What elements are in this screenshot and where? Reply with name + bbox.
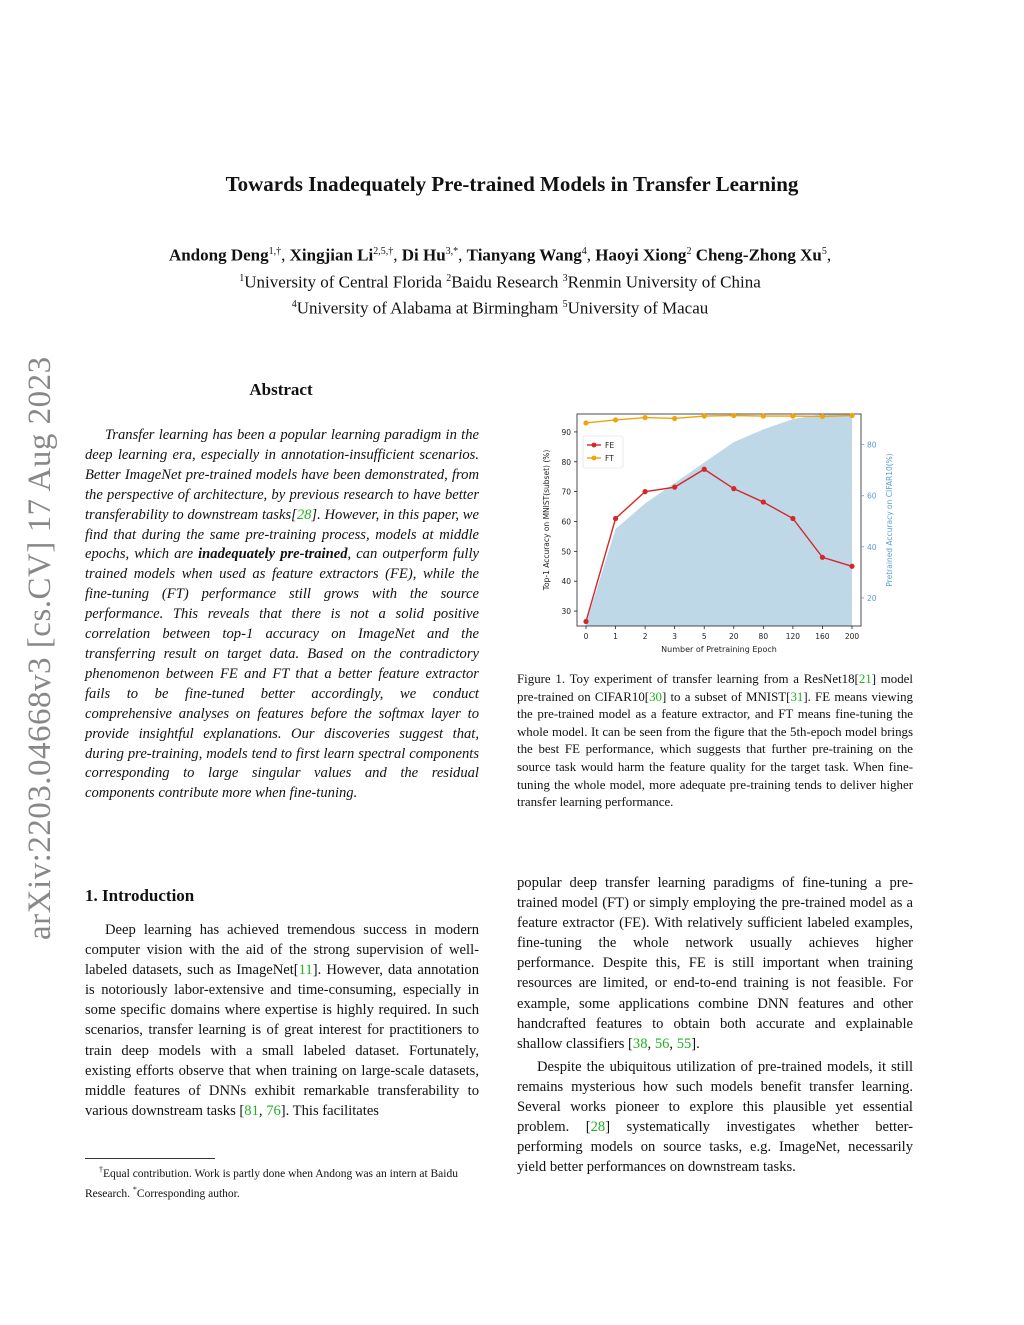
ft-data-point <box>849 413 854 418</box>
affiliation-mark: 1 <box>239 272 245 284</box>
legend-label: FE <box>605 441 615 450</box>
citation-link[interactable]: 76 <box>266 1102 281 1119</box>
affiliation-mark: 2 <box>446 272 452 284</box>
abstract-heading: Abstract <box>249 380 313 399</box>
citation-link[interactable]: 30 <box>649 689 662 704</box>
fe-data-point <box>849 564 854 569</box>
introduction-text: Deep learning has achieved tremendous success in modern computer vision with the aid of the strong supervision of well-labeled datasets, such as ImageNet[11]. However, data annotation is notoriously labor-extensive and time-consuming, especially in some specific domains where expertise is highly required. In such scenarios, transfer learning is of great interest for practitioners to train deep models with a small labeled dataset. Fortunately, existing efforts observe that when training on large-scale datasets, middle features of DNNs exhibit remarkable transferability to various downstream tasks [81, 76]. This facilitates <box>85 922 479 1119</box>
y2-tick-label: 40 <box>867 542 877 552</box>
legend-box <box>583 436 623 468</box>
author-affiliation-mark: 4 <box>581 246 587 257</box>
fe-data-point <box>643 489 648 494</box>
author-name: Di Hu <box>401 245 446 265</box>
author-name: Xingjian Li <box>289 245 374 265</box>
ft-data-point <box>672 416 677 421</box>
legend-swatch-marker <box>592 456 597 461</box>
fe-data-point <box>731 486 736 491</box>
footnote-divider <box>85 1158 215 1159</box>
citation-link[interactable]: 56 <box>654 1035 670 1052</box>
y-tick-label: 70 <box>561 487 571 497</box>
x-tick-label: 20 <box>729 632 739 641</box>
legend-swatch-marker <box>592 443 597 448</box>
figure-1-chart <box>530 404 910 666</box>
ft-data-point <box>731 413 736 418</box>
ft-data-point <box>583 420 588 425</box>
ft-data-point <box>643 415 648 420</box>
footnote: †Equal contribution. Work is partly done when Andong was an intern at Baidu Research. *Corresponding author. <box>85 1165 458 1201</box>
y-tick-label: 60 <box>561 517 571 527</box>
x-tick-label: 160 <box>815 632 830 641</box>
y-tick-label: 30 <box>561 607 571 617</box>
affiliation-name: University of Central Florida <box>244 272 447 292</box>
y-tick-label: 50 <box>561 547 571 557</box>
affiliation-mark: 5 <box>562 299 568 311</box>
citation-link[interactable]: 28 <box>296 506 312 523</box>
citation-link[interactable]: 31 <box>790 689 804 704</box>
x-tick-label: 1 <box>613 632 618 641</box>
x-tick-label: 120 <box>785 632 801 641</box>
legend-label: FT <box>605 454 614 463</box>
abstract-text: Transfer learning has been a popular learning paradigm in the deep learning era, especially in annotation-insufficient scenarios. Better ImageNet pre-trained models have been demonstrated, from the perspective of architecture, by previous research to have better transferability to downstream tasks[28]. However, in this paper, we find that during the same pre-training process, models at middle epochs, which are inadequately pre-trained, can outperform fully trained models when used as feature extractors (FE), while the fine-tuning (FT) performance still grows with the source performance. This reveals that there is not a solid positive correlation between top-1 accuracy on ImageNet and the transferring result on target data. Based on the contradictory phenomenon between FE and FT that a better feature extractor fails to be fine-tuned better accordingly, we conduct comprehensive analyses on features before the softmax layer to provide insightful explanations. Our discoveries suggest that, during pre-training, models tend to first learn spectral components corresponding to large singular values and the residual components contribute more when fine-tuning. <box>85 427 480 802</box>
paper-title: Towards Inadequately Pre-trained Models in Transfer Learning <box>225 172 799 196</box>
affiliation-name: University of Alabama at Birmingham <box>296 298 563 318</box>
paragraph: popular deep transfer learning paradigms of fine-tuning a pre-trained model (FT) or simply employing the pre-trained model as a feature extractor (FE). With relatively sufficient labeled examples, fine-tuning the whole network usually achieves higher performance. Despite this, FE is still important when training resources are limited, or end-to-end training is not feasible. For example, some applications combine DNN features and other handcrafted features to obtain both accurate and explainable shallow classifiers [38, 56, 55]. <box>517 875 913 1052</box>
ft-data-point <box>761 413 766 418</box>
x-tick-label: 5 <box>701 632 707 641</box>
citation-link[interactable]: 11 <box>298 962 313 979</box>
x-tick-label: 3 <box>672 632 678 641</box>
affiliation-name: Baidu Research <box>451 272 563 292</box>
section-heading-introduction: 1. Introduction <box>85 886 195 905</box>
figure-1-caption: Figure 1. Toy experiment of transfer learning from a ResNet18[21] model pre-trained on CIFAR10[30] to a subset of MNIST[31]. FE means viewing the pre-trained model as a feature extractor, and FT means fine-tuning the whole model. It can be seen from the figure that the 5th-epoch model brings the best FE performance, which suggests that further pre-training on the source task would harm the feature quality for the target task. When fine-tuning the whole model, more adequate pre-training tends to deliver higher transfer learning performance. <box>517 672 913 810</box>
y2-tick-label: 20 <box>867 593 877 603</box>
x-tick-label: 80 <box>758 632 769 641</box>
x-tick-label: 200 <box>844 632 860 641</box>
ft-data-point <box>820 414 825 419</box>
fe-data-point <box>790 516 795 521</box>
paragraph: Despite the ubiquitous utilization of pre-trained models, it still remains mysterious how such models benefit transfer learning. Several works pioneer to explore this plausible yet essential problem. [28] systematically investigates whether better-performing models on source tasks, e.g. ImageNet, necessarily yield better performances on downstream tasks. <box>517 1058 913 1176</box>
ft-data-point <box>613 417 618 422</box>
fe-data-point <box>583 619 588 624</box>
y-tick-label: 90 <box>561 427 571 437</box>
fe-data-point <box>761 499 766 504</box>
ft-data-point <box>702 413 707 418</box>
x-axis-label: Number of Pretraining Epoch <box>661 645 777 654</box>
citation-link[interactable]: 21 <box>858 672 872 686</box>
citation-link[interactable]: 28 <box>590 1119 606 1136</box>
y2-tick-label: 80 <box>867 440 877 450</box>
affiliations-line-1 <box>0 267 1000 294</box>
x-tick-label: 2 <box>642 632 648 641</box>
author-affiliation-mark: 2 <box>686 246 692 257</box>
y-tick-label: 40 <box>561 577 571 587</box>
y-axis-label: Top-1 Accuracy on MNIST(subset) (%) <box>542 449 551 591</box>
fe-data-point <box>702 467 707 472</box>
author-block <box>0 240 1000 320</box>
fe-data-point <box>672 485 677 490</box>
author-name: Haoyi Xiong <box>595 245 687 265</box>
affiliation-name: University of Macau <box>567 298 709 318</box>
affiliation-mark: 3 <box>562 272 568 284</box>
fe-data-point <box>820 555 825 560</box>
citation-link[interactable]: 38 <box>632 1035 648 1052</box>
author-affiliation-mark: 5 <box>821 246 827 257</box>
author-affiliation-mark: 3,* <box>445 246 459 257</box>
y-tick-label: 80 <box>561 457 571 467</box>
y2-axis-label: Pretrained Accuracy on CIFAR10(%) <box>885 453 894 587</box>
pretrained-accuracy-area <box>586 414 852 626</box>
right-column-text <box>517 873 913 1177</box>
ft-data-point <box>790 413 795 418</box>
citation-link[interactable]: 55 <box>676 1035 692 1052</box>
fe-data-point <box>613 516 618 521</box>
affiliation-name: Renmin University of China <box>567 272 761 292</box>
author-name: Cheng-Zhong Xu <box>695 245 822 265</box>
x-tick-label: 0 <box>583 632 589 641</box>
author-affiliation-mark: 2,5,† <box>373 246 394 257</box>
affiliations-line-2 <box>0 293 1000 320</box>
author-names: Andong Deng$^{1,\dagger}$, Xingjian $Li^{2,5,\dagger}$, Di $Hu^{3,*}$, Tianyang Wang$^4$, Haoyi Xiong$^2$ Cheng-Zhong Xu$^5$, <box>168 245 832 265</box>
affiliation-mark: 4 <box>291 299 297 311</box>
emphasis-text: inadequately pre-trained <box>198 546 348 563</box>
author-name: Andong Deng <box>168 245 269 265</box>
author-affiliation-mark: 1,† <box>268 246 282 257</box>
y2-tick-label: 60 <box>867 491 877 501</box>
arxiv-identifier: arXiv:2203.04668v3 [cs.CV] 17 Aug 2023 <box>22 356 58 940</box>
author-name: Tianyang Wang <box>466 245 582 265</box>
citation-link[interactable]: 81 <box>244 1102 259 1119</box>
